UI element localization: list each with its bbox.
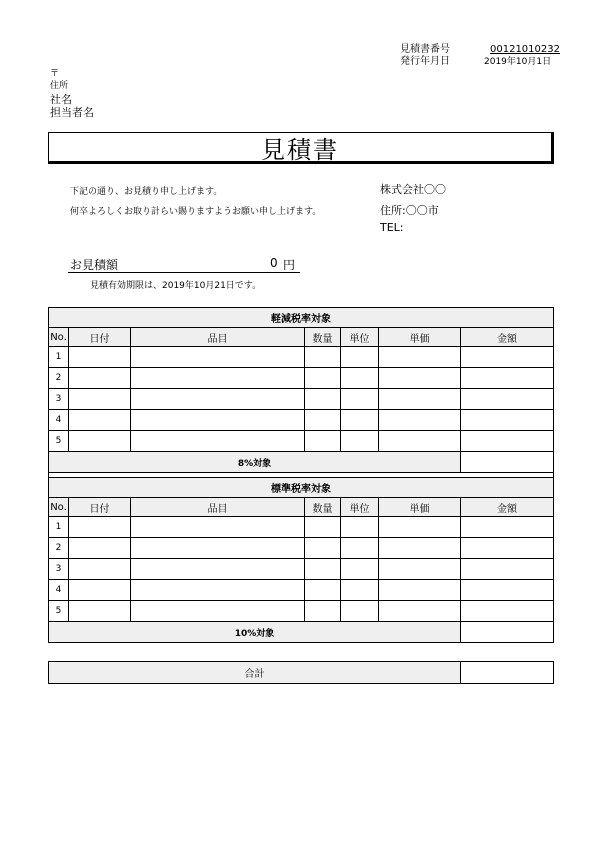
col-qty: 数量: [305, 498, 341, 517]
cell-amount[interactable]: [461, 601, 554, 622]
cell-qty[interactable]: [305, 389, 341, 410]
cell-amount[interactable]: [461, 410, 554, 431]
cell-amount[interactable]: [461, 389, 554, 410]
cell-amount[interactable]: [461, 580, 554, 601]
row-number: 4: [49, 580, 69, 601]
col-no: No.: [49, 498, 69, 517]
col-qty: 数量: [305, 328, 341, 347]
table-row: [49, 410, 554, 431]
amount-label: お見積額: [70, 258, 119, 272]
cell-qty[interactable]: [305, 538, 341, 559]
cell-date[interactable]: [69, 347, 131, 368]
cell-price[interactable]: [379, 431, 461, 452]
issuer-company: 株式会社〇〇: [380, 183, 446, 196]
cell-date[interactable]: [69, 559, 131, 580]
col-item: 品目: [131, 328, 305, 347]
cell-date[interactable]: [69, 410, 131, 431]
row-number: 5: [49, 431, 69, 452]
cell-amount[interactable]: [461, 559, 554, 580]
cell-date[interactable]: [69, 601, 131, 622]
amount-row: [68, 255, 300, 273]
table-row: [49, 431, 554, 452]
table-row: [49, 517, 554, 538]
subtotal-8-label: 8%対象: [49, 452, 461, 473]
table-row: [49, 538, 554, 559]
cell-price[interactable]: [379, 538, 461, 559]
cell-unit[interactable]: [341, 559, 379, 580]
cell-qty[interactable]: [305, 601, 341, 622]
table-row: [49, 347, 554, 368]
cell-item[interactable]: [131, 431, 305, 452]
cell-date[interactable]: [69, 580, 131, 601]
col-unit: 単位: [341, 498, 379, 517]
cell-amount[interactable]: [461, 368, 554, 389]
issue-date: 2019年10月1日: [484, 57, 552, 67]
address-label: 住所: [50, 81, 69, 91]
validity-note: 見積有効期限は、2019年10月21日です。: [90, 281, 262, 291]
cell-amount[interactable]: [461, 517, 554, 538]
issuer-address: 住所:〇〇市: [380, 204, 439, 217]
total-value[interactable]: [461, 662, 554, 684]
cell-amount[interactable]: [461, 538, 554, 559]
issuer-tel: TEL:: [380, 221, 404, 234]
table-row: [49, 559, 554, 580]
greeting-line-2: 何卒よろしくお取り計らい賜りますようお願い申し上げます。: [70, 207, 322, 217]
cell-price[interactable]: [379, 559, 461, 580]
table-row: [49, 389, 554, 410]
col-date: 日付: [69, 498, 131, 517]
issue-date-label: 発行年月日: [400, 56, 450, 67]
row-number: 2: [49, 368, 69, 389]
section-reduced-title: 軽減税率対象: [49, 308, 554, 328]
column-header-row: [49, 498, 554, 517]
amount-unit: 円: [283, 258, 296, 272]
cell-unit[interactable]: [341, 601, 379, 622]
cell-item[interactable]: [131, 368, 305, 389]
amount-value: 0: [270, 256, 278, 270]
table-row: [49, 601, 554, 622]
cell-amount[interactable]: [461, 347, 554, 368]
row-number: 1: [49, 347, 69, 368]
subtotal-10-label: 10%対象: [49, 622, 461, 643]
col-item: 品目: [131, 498, 305, 517]
col-amount: 金額: [461, 498, 554, 517]
cell-qty[interactable]: [305, 517, 341, 538]
cell-qty[interactable]: [305, 559, 341, 580]
cell-item[interactable]: [131, 580, 305, 601]
cell-unit[interactable]: [341, 517, 379, 538]
cell-amount[interactable]: [461, 431, 554, 452]
cell-qty[interactable]: [305, 410, 341, 431]
cell-item[interactable]: [131, 559, 305, 580]
cell-unit[interactable]: [341, 538, 379, 559]
contact-label: 担当者名: [50, 106, 94, 119]
cell-price[interactable]: [379, 368, 461, 389]
cell-qty[interactable]: [305, 431, 341, 452]
cell-price[interactable]: [379, 389, 461, 410]
cell-item[interactable]: [131, 601, 305, 622]
subtotal-row-10: [49, 622, 554, 643]
cell-unit[interactable]: [341, 580, 379, 601]
cell-date[interactable]: [69, 431, 131, 452]
cell-price[interactable]: [379, 580, 461, 601]
subtotal-8-value[interactable]: [461, 452, 554, 473]
row-number: 5: [49, 601, 69, 622]
cell-date[interactable]: [69, 389, 131, 410]
total-label: 合計: [49, 662, 461, 684]
col-price: 単価: [379, 328, 461, 347]
cell-item[interactable]: [131, 517, 305, 538]
cell-date[interactable]: [69, 517, 131, 538]
cell-item[interactable]: [131, 410, 305, 431]
table-row: [49, 368, 554, 389]
estimate-number: 00121010232: [490, 44, 560, 55]
col-date: 日付: [69, 328, 131, 347]
cell-qty[interactable]: [305, 347, 341, 368]
total-table: [48, 661, 554, 684]
document-title: 見積書: [48, 132, 554, 164]
cell-item[interactable]: [131, 389, 305, 410]
subtotal-row-8: [49, 452, 554, 473]
cell-date[interactable]: [69, 538, 131, 559]
row-number: 4: [49, 410, 69, 431]
quote-table: [48, 307, 554, 643]
subtotal-10-value[interactable]: [461, 622, 554, 643]
col-price: 単価: [379, 498, 461, 517]
section-standard-title: 標準税率対象: [49, 478, 554, 498]
column-header-row: [49, 328, 554, 347]
col-no: No.: [49, 328, 69, 347]
cell-item[interactable]: [131, 538, 305, 559]
cell-date[interactable]: [69, 368, 131, 389]
cell-price[interactable]: [379, 601, 461, 622]
cell-unit[interactable]: [341, 368, 379, 389]
cell-unit[interactable]: [341, 431, 379, 452]
cell-qty[interactable]: [305, 580, 341, 601]
cell-price[interactable]: [379, 347, 461, 368]
row-number: 2: [49, 538, 69, 559]
table-row: [49, 580, 554, 601]
section-standard-header: [49, 478, 554, 498]
cell-price[interactable]: [379, 517, 461, 538]
greeting-line-1: 下記の通り、お見積り申し上げます。: [70, 187, 223, 197]
col-amount: 金額: [461, 328, 554, 347]
cell-unit[interactable]: [341, 347, 379, 368]
col-unit: 単位: [341, 328, 379, 347]
company-label: 社名: [50, 93, 72, 106]
row-number: 3: [49, 389, 69, 410]
cell-unit[interactable]: [341, 389, 379, 410]
cell-item[interactable]: [131, 347, 305, 368]
cell-unit[interactable]: [341, 410, 379, 431]
section-reduced-header: [49, 308, 554, 328]
row-number: 3: [49, 559, 69, 580]
estimate-number-label: 見積書番号: [400, 44, 450, 55]
cell-qty[interactable]: [305, 368, 341, 389]
postal-mark: 〒: [50, 69, 60, 79]
row-number: 1: [49, 517, 69, 538]
cell-price[interactable]: [379, 410, 461, 431]
